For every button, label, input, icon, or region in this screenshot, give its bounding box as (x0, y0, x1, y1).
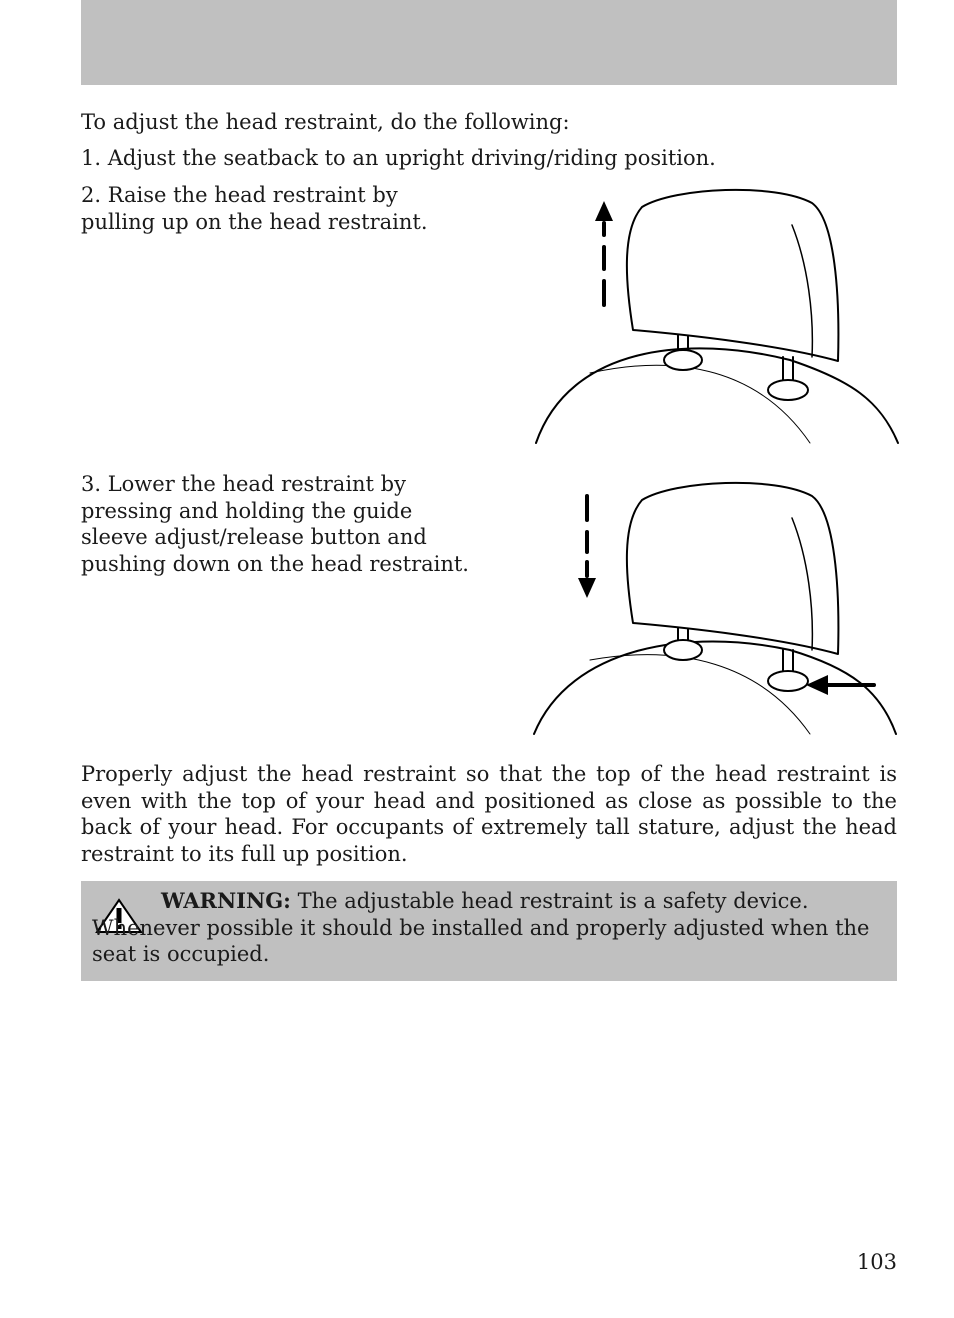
intro-text: To adjust the head restraint, do the following: (81, 110, 570, 134)
warning-text (92, 888, 882, 968)
warning-label: WARNING: (161, 888, 291, 913)
page-number: 103 (856, 1250, 897, 1274)
left-arrow-icon (806, 675, 828, 695)
adjust-paragraph: Properly adjust the head restraint so that the top of the head restraint is even with the top of your head and positioned as close as possible to the back of your head. For occupants of extremely tall stature, adjust the head restraint to its full up position. (81, 762, 897, 866)
up-arrow-icon (595, 201, 613, 221)
step-1: 1. Adjust the seatback to an upright driving/riding position. (81, 146, 716, 170)
step-2: 2. Raise the head restraint by pulling up on the head restraint. (81, 183, 428, 234)
raise-head-restraint-illustration (530, 185, 900, 447)
lower-head-restraint-illustration (530, 478, 900, 740)
header-band (81, 0, 897, 85)
down-arrow-icon (578, 578, 596, 598)
warning-body: The adjustable head restraint is a safety device. Whenever possible it should be installed and properly adjusted when the seat is occupied. (92, 889, 870, 966)
warning-box (81, 881, 897, 981)
step-3: 3. Lower the head restraint by pressing and holding the guide sleeve adjust/release button and pushing down on the head restraint. (81, 472, 469, 576)
